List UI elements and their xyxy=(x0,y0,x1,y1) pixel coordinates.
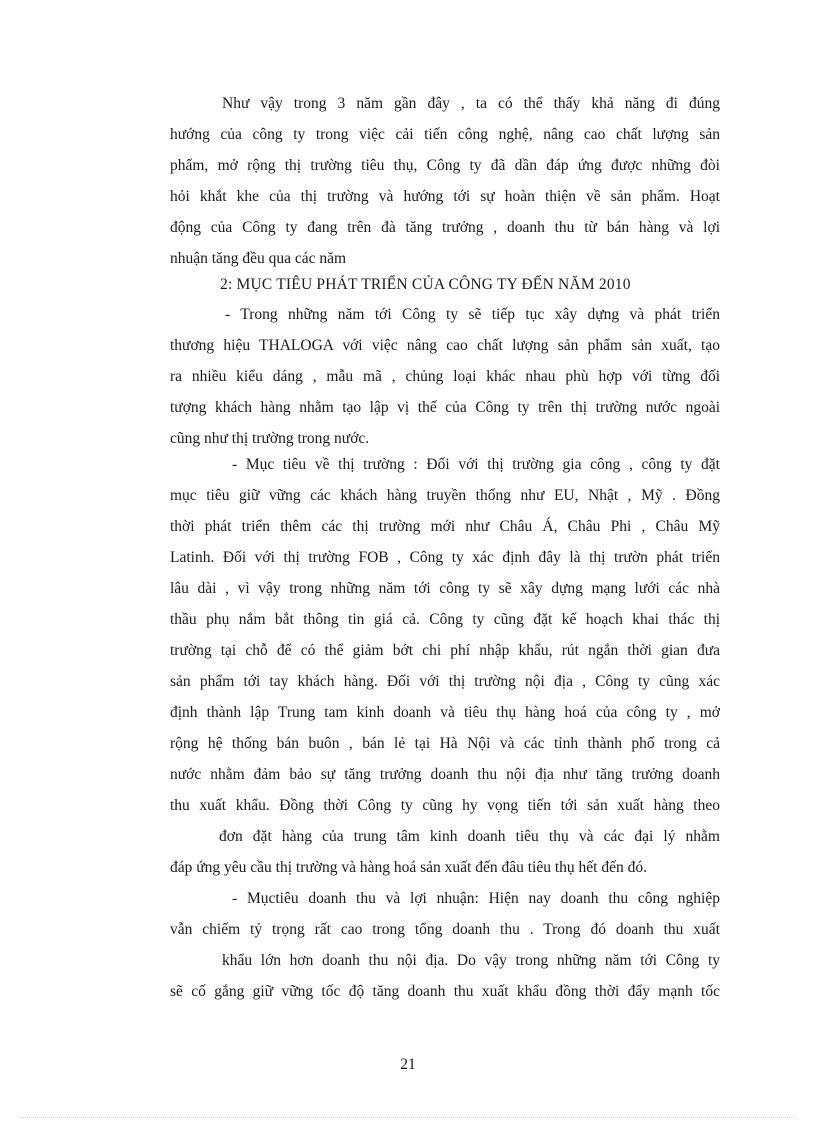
text-line: - Mục tiêu về thị trường : Đối với thị trường gia công , công ty đặt xyxy=(232,456,720,473)
text-line: thu xuất khẩu. Đồng thời Công ty cũng hy vọng tiến tới sản xuất hàng theo xyxy=(170,797,720,814)
text-line: mục tiêu giữ vững các khách hàng truyền thống như EU, Nhật , Mỹ . Đồng xyxy=(170,487,720,504)
text-line: tượng khách hàng nhằm tạo lập vị thế của Công ty trên thị trường nước ngoài xyxy=(170,399,720,416)
text-line: - Mụctiêu doanh thu và lợi nhuận: Hiện nay doanh thu công nghiệp xyxy=(232,890,720,907)
text-line: nhuận tăng đều qua các năm xyxy=(170,250,347,267)
text-line: thương hiệu THALOGA với việc nâng cao chất lượng sản phẩm sản xuất, tạo xyxy=(170,337,720,354)
text-line: - Trong những năm tới Công ty sẽ tiếp tục xây dựng và phát triển xyxy=(225,306,720,323)
text-line: vẫn chiếm tỷ trọng rất cao trong tổng doanh thu . Trong đó doanh thu xuất xyxy=(170,921,720,938)
text-line: trường tại chỗ để có thể giảm bớt chi phí nhập khẩu, rút ngắn thời gian đưa xyxy=(170,642,720,659)
section-heading: 2: MỤC TIÊU PHÁT TRIỂN CỦA CÔNG TY ĐẾN NĂM 2010 xyxy=(220,276,631,293)
text-line: sẽ cố gắng giữ vững tốc độ tăng doanh thu xuất khẩu đồng thời đẩy mạnh tốc xyxy=(170,983,720,1000)
text-line: cũng như thị trường trong nước. xyxy=(170,430,370,447)
text-line: Latinh. Đối với thị trường FOB , Công ty xác định đây là thị trườn phát triển xyxy=(170,549,720,566)
text-line: đơn đặt hàng của trung tâm kinh doanh tiêu thụ và các đại lý nhằm xyxy=(219,828,720,845)
text-line: định thành lập Trung tam kinh doanh và tiêu thụ hàng hoá của công ty , mở xyxy=(170,704,720,721)
text-line: lâu dài , vì vậy trong những năm tới công ty sẽ xây dựng mạng lưới các nhà xyxy=(170,580,720,597)
text-line: đáp ứng yêu cầu thị trường và hàng hoá sản xuất đến đâu tiêu thụ hết đến đó. xyxy=(170,859,647,876)
page-bottom-divider xyxy=(20,1117,796,1118)
text-line: động của Công ty đang trên đà tăng trưởng , doanh thu từ bán hàng và lợi xyxy=(170,219,720,236)
text-line: rộng hệ thống bán buôn , bán lẻ tại Hà Nội và các tỉnh thành phố trong cả xyxy=(170,735,720,752)
text-line: thời phát triển thêm các thị trường mới như Châu Á, Châu Phi , Châu Mỹ xyxy=(170,518,720,535)
text-line: hướng của công ty trong việc cải tiến công nghệ, nâng cao chất lượng sản xyxy=(170,126,720,143)
text-line: sản phẩm tới tay khách hàng. Đối với thị trường nội địa , Công ty cũng xác xyxy=(170,673,720,690)
text-line: khẩu lớn hơn doanh thu nội địa. Do vậy trong những năm tới Công ty xyxy=(222,952,720,969)
text-line: Như vậy trong 3 năm gần đây , ta có thể thấy khả năng đi đúng xyxy=(222,95,720,112)
text-line: thầu phụ nắm bắt thông tin giá cả. Công ty cũng đặt kế hoạch khai thác thị xyxy=(170,611,720,628)
text-line: ra nhiều kiểu dáng , mẫu mã , chủng loại khác nhau phù hợp với từng đối xyxy=(170,368,720,385)
text-line: phẩm, mở rộng thị trường tiêu thụ, Công ty đã dần đáp ứng được những đòi xyxy=(170,157,720,174)
page-number: 21 xyxy=(400,1056,416,1073)
text-line: hỏi khắt khe của thị trường và hướng tới sự hoàn thiện về sản phẩm. Hoạt xyxy=(170,188,720,205)
text-line: nước nhằm đảm bảo sự tăng trưởng doanh thu nội địa như tăng trưởng doanh xyxy=(170,766,720,783)
